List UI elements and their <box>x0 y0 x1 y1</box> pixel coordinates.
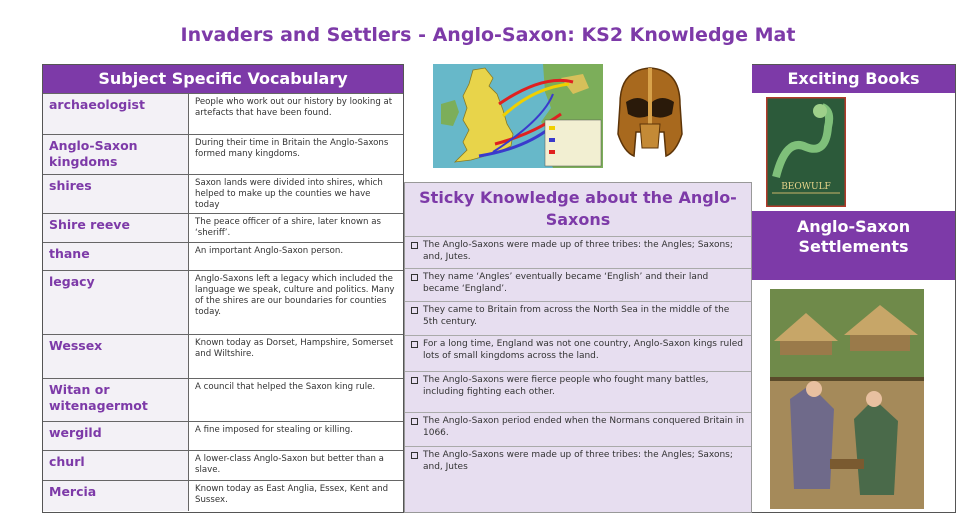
vocab-term: wergild <box>43 422 189 450</box>
sticky-fact <box>405 301 751 335</box>
vocab-term: Anglo-Saxon kingdoms <box>43 135 189 174</box>
settlements-heading: Anglo-Saxon Settlements <box>752 211 955 280</box>
vocab-term: shires <box>43 175 189 213</box>
vocab-term: thane <box>43 243 189 270</box>
books-heading: Exciting Books <box>752 65 955 93</box>
vocab-definition: People who work out our history by looking at artefacts that have been found. <box>195 97 393 118</box>
vocab-definition: A lower-class Anglo-Saxon but better than a slave. <box>195 454 384 475</box>
settlement-illustration <box>770 289 924 509</box>
vocab-definition: Anglo-Saxons left a legacy which included the language we speak, culture and politics. Many of the shires are our boundaries for counties today. <box>195 274 395 317</box>
checkbox-bullet-icon <box>411 452 418 459</box>
sticky-fact-text: The Anglo-Saxon period ended when the Normans conquered Britain in 1066. <box>423 416 745 438</box>
vocab-definition: Known today as Dorset, Hampshire, Somerset and Wiltshire. <box>195 338 394 359</box>
sticky-fact <box>405 371 751 412</box>
vocab-row <box>43 421 403 450</box>
vocab-term: archaeologist <box>43 94 189 134</box>
vocab-row <box>43 270 403 334</box>
vocabulary-heading: Subject Specific Vocabulary <box>43 65 403 93</box>
sticky-fact <box>405 446 751 495</box>
sticky-knowledge-panel <box>404 182 752 513</box>
vocab-row <box>43 480 403 511</box>
vocab-definition: An important Anglo-Saxon person. <box>195 246 344 256</box>
vocab-definition: A council that helped the Saxon king rule. <box>195 382 376 392</box>
vocab-row <box>43 93 403 134</box>
helmet-image <box>610 64 690 164</box>
page-title: Invaders and Settlers - Anglo-Saxon: KS2 Knowledge Mat <box>180 24 796 46</box>
book-cover-area <box>752 93 955 211</box>
vocab-definition: Saxon lands were divided into shires, which helped to make up the counties we have today <box>195 178 383 210</box>
sticky-fact-text: For a long time, England was not one country, Anglo-Saxon kings ruled lots of small kingdoms across the land. <box>423 339 743 361</box>
checkbox-bullet-icon <box>411 242 418 249</box>
checkbox-bullet-icon <box>411 377 418 384</box>
sticky-fact-text: The Anglo-Saxons were fierce people who fought many battles, including fighting each other. <box>423 375 709 397</box>
vocab-term: churl <box>43 451 189 480</box>
checkbox-bullet-icon <box>411 307 418 314</box>
vocab-definition: During their time in Britain the Anglo-Saxons formed many kingdoms. <box>195 138 389 159</box>
vocab-row <box>43 334 403 378</box>
vocab-row <box>43 242 403 270</box>
book-cover-title: BEOWULF <box>781 182 831 192</box>
vocab-row <box>43 378 403 421</box>
vocab-term: Witan or witenagermot <box>43 379 189 421</box>
vocab-row <box>43 174 403 213</box>
checkbox-bullet-icon <box>411 274 418 281</box>
vocab-definition: A fine imposed for stealing or killing. <box>195 425 353 435</box>
header-images <box>430 64 710 174</box>
sticky-knowledge-heading: Sticky Knowledge about the Anglo-Saxons <box>419 188 737 229</box>
sticky-fact-text: The Anglo-Saxons were made up of three tribes: the Angles; Saxons; and, Jutes. <box>423 240 733 262</box>
checkbox-bullet-icon <box>411 418 418 425</box>
sticky-fact <box>405 268 751 301</box>
sticky-fact-text: The Anglo-Saxons were made up of three tribes: the Angles; Saxons; and, Jutes <box>423 450 733 472</box>
vocab-definition: The peace officer of a shire, later known as ‘sheriff’. <box>195 217 381 238</box>
sticky-fact-text: They name ‘Angles’ eventually became ‘English’ and their land became ‘England’. <box>423 272 709 294</box>
vocab-term: Wessex <box>43 335 189 378</box>
invasion-map <box>433 64 603 168</box>
vocab-row <box>43 213 403 242</box>
vocab-term: legacy <box>43 271 189 334</box>
sticky-fact <box>405 236 751 268</box>
sticky-fact <box>405 412 751 446</box>
vocab-row <box>43 450 403 480</box>
sticky-fact <box>405 335 751 371</box>
vocab-term: Shire reeve <box>43 214 189 242</box>
vocabulary-table <box>42 64 404 513</box>
vocab-definition: Known today as East Anglia, Essex, Kent and Sussex. <box>195 484 389 505</box>
sticky-fact-text: They came to Britain from across the North Sea in the middle of the 5th century. <box>423 305 730 327</box>
vocab-row <box>43 134 403 174</box>
right-column <box>752 64 956 513</box>
beowulf-cover-image <box>766 97 846 207</box>
vocab-term: Mercia <box>43 481 189 511</box>
checkbox-bullet-icon <box>411 341 418 348</box>
